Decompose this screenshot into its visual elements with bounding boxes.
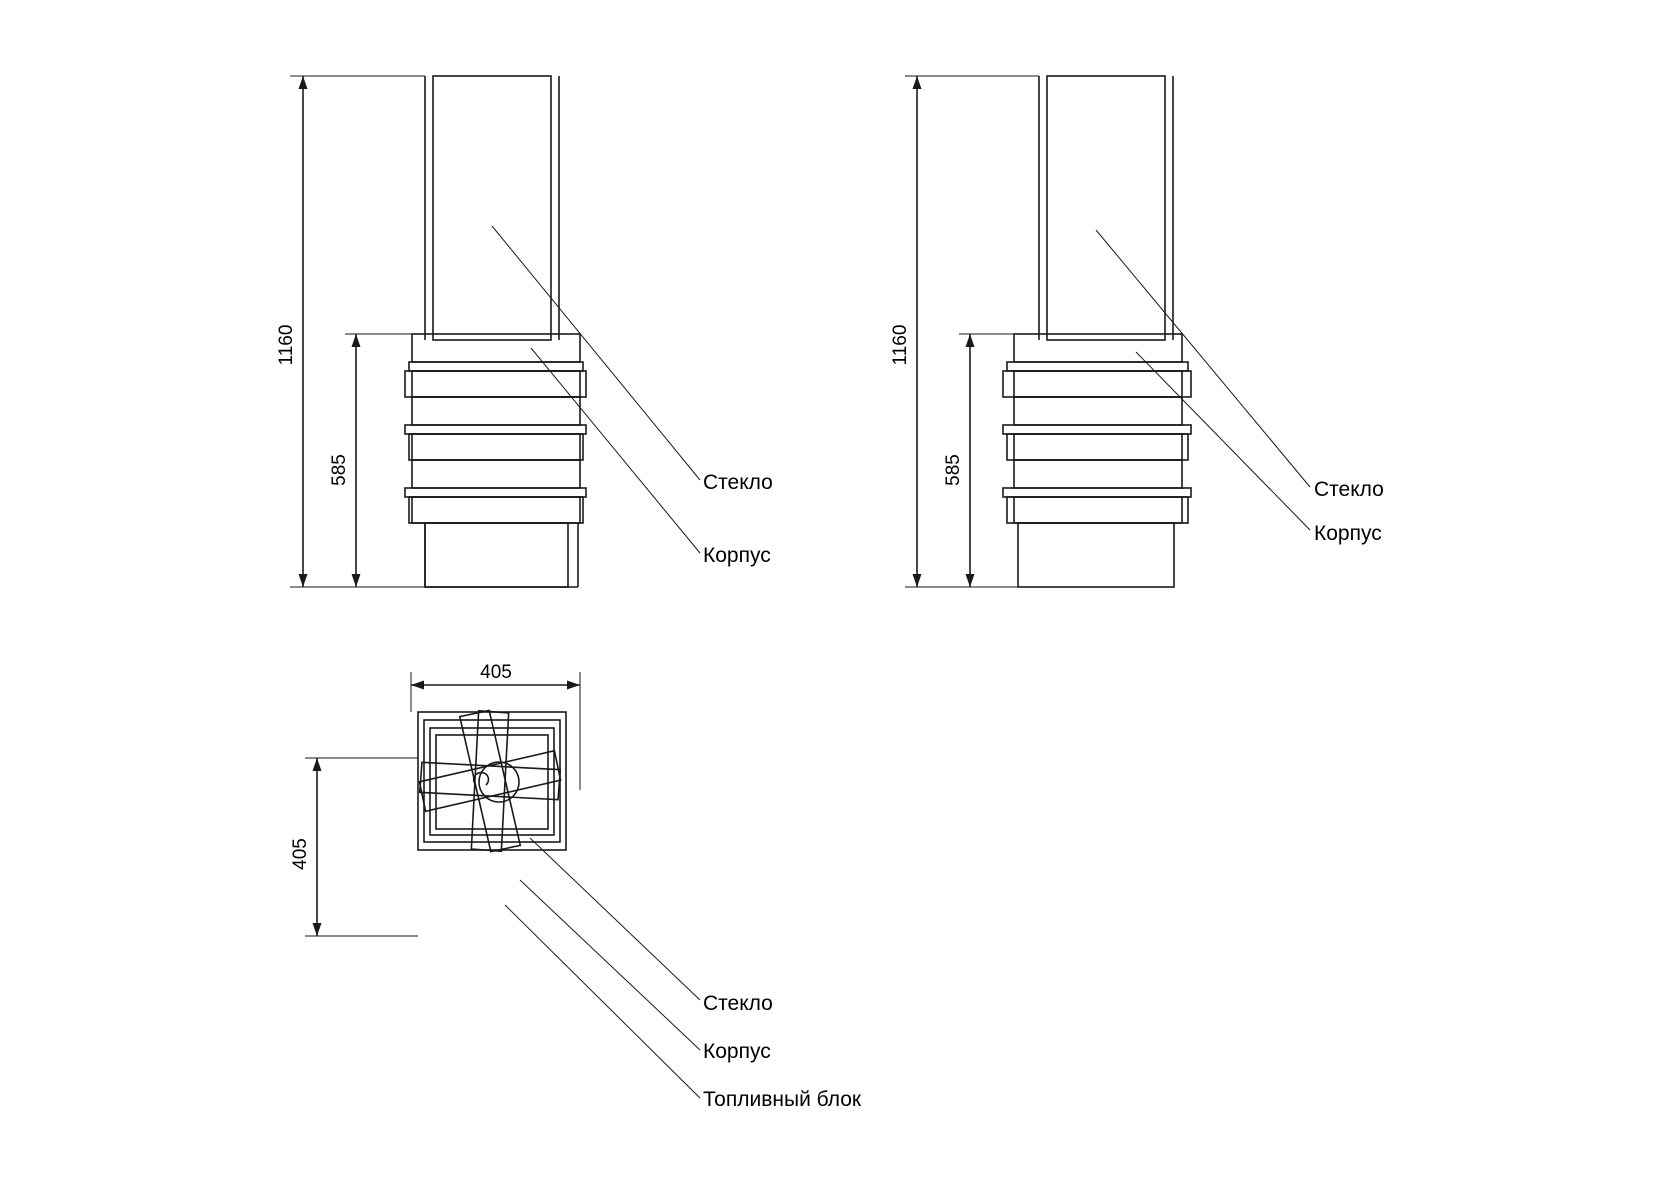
top-fin-c xyxy=(459,709,520,853)
front-body-ring-2 xyxy=(405,371,586,397)
front-dim-585-arrow-bottom xyxy=(352,574,361,587)
top-fin-plates xyxy=(418,709,562,853)
side-callout-glass-label: Стекло xyxy=(1314,478,1384,501)
side-view-geometry xyxy=(905,76,1310,587)
side-body-ring-1b xyxy=(1007,362,1188,371)
front-view-geometry xyxy=(290,76,700,587)
front-dim-1160-label: 1160 xyxy=(276,324,297,366)
side-body-ring-4-inner xyxy=(1014,434,1182,460)
front-body-ring-2-inner xyxy=(412,371,580,397)
front-body-ring-4 xyxy=(409,434,583,460)
front-dim-585-arrow-top xyxy=(352,334,361,347)
side-body-ring-2 xyxy=(1003,371,1191,397)
top-dim-405-h-arrow-right xyxy=(567,681,580,690)
side-body-ring-5 xyxy=(1014,460,1182,488)
front-body-ring-1 xyxy=(412,334,580,362)
side-callout-body-label: Корпус xyxy=(1314,522,1382,545)
side-glass-column xyxy=(1047,76,1165,340)
side-dim-585-arrow-bottom xyxy=(966,574,975,587)
front-callout-glass-label: Стекло xyxy=(703,471,773,494)
top-plate-glass xyxy=(430,728,554,835)
side-body-ring-4 xyxy=(1007,434,1188,460)
side-leader-body xyxy=(1136,352,1310,530)
top-callout-fuel-label: Топливный блок xyxy=(703,1088,862,1111)
top-dim-depth-label: 405 xyxy=(290,838,311,870)
side-dim-585-arrow-top xyxy=(966,334,975,347)
top-leader-glass xyxy=(530,838,700,1000)
top-fin-b xyxy=(418,750,562,811)
front-body-ring-5 xyxy=(412,460,580,488)
front-glass-column xyxy=(433,76,551,340)
top-leader-body xyxy=(520,880,700,1050)
top-plate-inner xyxy=(436,735,548,829)
front-body-ring-6-inner xyxy=(412,497,580,523)
top-dim-405-v-arrow-bottom xyxy=(313,923,322,936)
front-body-base xyxy=(425,523,568,587)
side-body-ring-5b xyxy=(1003,488,1191,497)
front-dim-585-label: 585 xyxy=(329,454,350,486)
front-body-ring-3b xyxy=(405,425,586,434)
side-leader-glass xyxy=(1096,230,1310,487)
side-body-ring-6 xyxy=(1007,497,1188,523)
side-dim-1160-label: 1160 xyxy=(890,324,911,366)
side-dim-1160-arrow-top xyxy=(913,76,922,89)
top-plate-mid xyxy=(424,720,560,842)
front-body-ring-4-inner xyxy=(412,434,580,460)
top-dim-405-h-arrow-left xyxy=(411,681,424,690)
front-body-ring-6 xyxy=(409,497,583,523)
top-leader-fuel xyxy=(505,905,700,1098)
front-body-ring-1b xyxy=(409,362,583,371)
front-leader-glass xyxy=(492,226,700,480)
top-fin-a xyxy=(418,750,562,811)
side-body-ring-2-inner xyxy=(1014,371,1182,397)
top-dim-width-label: 405 xyxy=(480,662,512,683)
front-body-ring-5b xyxy=(405,488,586,497)
side-body-ring-3 xyxy=(1014,397,1182,425)
side-body-ring-6-inner xyxy=(1014,497,1182,523)
front-body-ring-3 xyxy=(412,397,580,425)
front-dim-1160-arrow-bottom xyxy=(299,574,308,587)
side-body-ring-3b xyxy=(1003,425,1191,434)
top-view-geometry xyxy=(305,672,700,1098)
side-dim-1160-arrow-bottom xyxy=(913,574,922,587)
top-callout-glass-label: Стекло xyxy=(703,992,773,1015)
top-fin-d xyxy=(459,709,520,853)
top-dim-405-v-arrow-top xyxy=(313,758,322,771)
side-body-base xyxy=(1018,523,1174,587)
top-callout-body-label: Корпус xyxy=(703,1040,771,1063)
front-callout-body-label: Корпус xyxy=(703,544,771,567)
side-dim-585-label: 585 xyxy=(943,454,964,486)
front-dim-1160-arrow-top xyxy=(299,76,308,89)
